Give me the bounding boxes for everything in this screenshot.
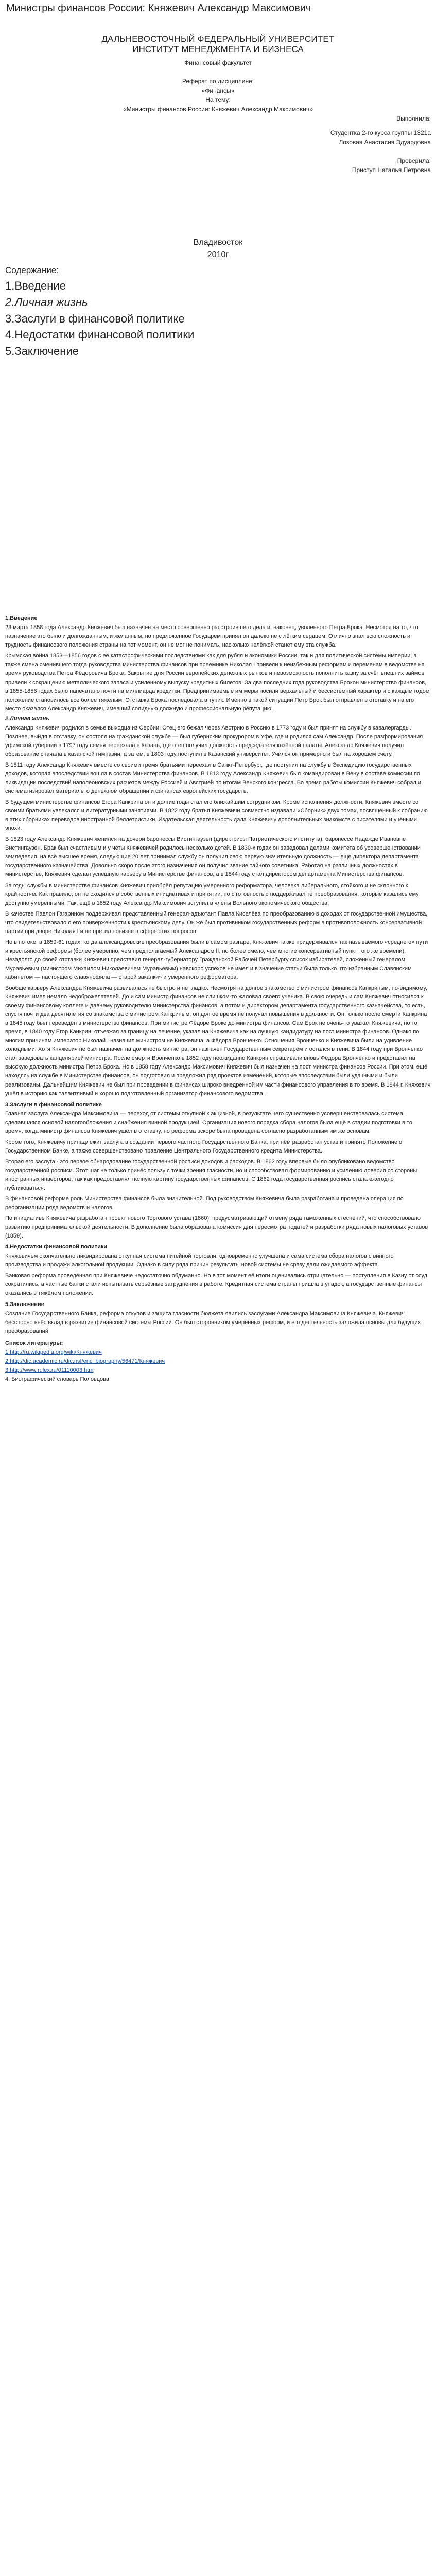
paragraph: В качестве Павлон Гагарином поддерживал представленный генерал-адъютант Павла Киселёва по преобразованию в доходах от государственной имущества, что свидетельствовало о его приверженности к крестьянскому делу. Он же был противником государственных реформ в противоположность консервативной партии при дворе Николая I и не претил новизне в сфере этих вопросов.	[5, 910, 428, 935]
section-merits	[5, 1101, 431, 1241]
paragraph: Но в потоке, в 1859-61 годах, когда александровские преобразования были в самом разгаре, Княжевич также придерживался так называемого «среднего» пути и крестьянской реформы (более умеренно, чем предполагаемый Александром II, но более смело, чем многие консервативный пункт того же времени). Незадолго до своей отставки Княжевич представил генерал-губернатору Гражданской Рабочей Петербургу список избирателей, сложенный генералом Муравьёвым (министром Михаилом Николаевичем Муравьёвым) навскоро успехов не имел и в значение статьи была только что избранным Славянским кабинетом — настоящего славянофила — старой закалки» и умеренного реформатора.	[5, 939, 428, 980]
university-name: ДАЛЬНЕВОСТОЧНЫЙ ФЕДЕРАЛЬНЫЙ УНИВЕРСИТЕТ	[101, 34, 335, 44]
paragraph: Александр Княжевич родился в семье выходца из Сербии. Отец его бежал через Австрию в Россию в 1773 году и был принят на службу в кавалергарды. Позднее, выйдя в отставку, он состоял на гражданской службе — был губернским прокурором в Уфе, где и родился сам Александр. После разформирования уфимской губернии в 1797 году семья переехала в Казань, где отец получил должность председателя казённой палаты. Александр Княжевич получил образование сначала в казанской гимназии, а затем, в 1803 году поступил в Казанский университет. Учился он примерно и был на хорошем счету.	[5, 724, 423, 757]
paragraph: Вторая его заслуга - это первое обнародование государственной росписи доходов и расходов. В 1862 году впервые было опубликовано ведомство государственной росписи. Этот шаг не только принёс пользу с точки зрения гласности, но и способствовал формированию и усилению доверия со стороны иностранных инвесторов, так как предоставлял полную картину государственных финансов. С 1862 года государственная роспись стала ежегодно публиковаться.	[5, 1158, 417, 1191]
section-flaws	[5, 1244, 431, 1298]
topic-label: На тему:	[205, 96, 231, 104]
section-heading: 1.Введение	[5, 615, 38, 622]
paragraph: Создание Государственного Банка, реформа откупов и защита гласности бюджета явились заслугами Александра Максимовича Княжевича. Княжевич бесспорно внёс вклад в развитие финансовой системы России. Он был сторонником умеренных реформ, и его деятельность заложила основы для будущих преобразований.	[5, 1310, 421, 1334]
section-conclusion	[5, 1301, 431, 1336]
table-of-contents	[5, 265, 431, 360]
teacher-name: Приступ Наталья Петровна	[352, 166, 431, 174]
performed-label: Выполнила:	[396, 114, 431, 122]
paragraph: Вообще карьеру Александра Княжевича развивалась не быстро и не гладко. Несмотря на долгое знакомство с министром финансов Канкриным, по-видимому, Княжевич имел немало недоброжелателей. До и сам министр финансов не слишком-то жаловал своего ученика. В свою очередь и сам Княжевич относился к своему финансовому коллеге и давнему руководителю министерства финансов, а потом и директором департамента государственного казначейства, то есть, спустя почти два десятилетия со знакомства с министром Канкриным, он долгое время не получал повышения в должности. Он только после смерти Канкрина в 1845 году был переведён в министерство финансов. При министре Фёдоре Брокe до министра финансов. Сам Брок не очень-то уважал Княжевича, но то время, в 1840 году Егор Канкрин, отъезжая за границу на лечение, указал на Княжевича как на лучшую кандидатуру на пост министра финансов. Однако по многим причинам император Николай I назначил министром не Княжевича, а Фёдора Вронченко. Отношения Вронченко и Княжевича были на удивление холодными. Хотя Княжевич не был назначен на должность министра, он назначен Государственным секретарём и остался в тени. В 1844 году при Вронченко стал заведовать канцелярией министра. После смерти Вронченко в 1852 году неожиданно Канкрин спрашивали вновь Фёдора Вронченко и представил на высокую должность министра Петра Брока. Но в 1858 году Александр Максимович Княжевич был назначен на пост министра финансов России. При этом, ещё находясь на службе в Министерстве финансов, он подготовил и предложил ряд проектов изменений, которые впоследствии были удачными и были реализованы. Дальнейшим Княжевич не был при проведении в финансах широко внедрённой им части финансового управления в то время. В 1844 г. Княжевич ушёл в историю как талантливый и хорошо подготовленный организатор финансового ведомства.	[5, 985, 431, 1097]
paragraph: Княжевичем окончательно ликвидирована откупная система питейной торговли, одновременно улучшена и сама система сбора налогов с винного производства и продажи алкогольной продукции. Однако в силу ряда причин результаты новой системы не сразу дали ожидаемого эффекта.	[5, 1253, 394, 1268]
toc-item-personal: 2.Личная жизнь	[5, 295, 88, 309]
title-page	[5, 34, 431, 261]
source-link[interactable]: 1.http://ru.wikipedia.org/wiki/Княжевич	[5, 1349, 102, 1355]
paragraph: За годы службы в министерстве финансов Княжевич приобрёл репутацию умеренного реформатора, человека либерального, стойкого и не склонного к крайностям. Как правило, он не сходился в собственных инициативах и принятии, по с готовностью поддерживал те преобразования, которые казались ему доступно умеренными. Так, ещё в 1852 году Александр Максимович вступил в члены Вольного экономического общества.	[5, 882, 419, 906]
toc-item-conclusion: 5.Заключение	[5, 345, 79, 358]
student-name: Лозовая Анастасия Эдуардовна	[339, 138, 431, 146]
paragraph: Главная заслуга Александра Максимовича — переход от системы откупной к акцизной, в результате чего существенно усовершенствовалась система, сделавшаяся основой налогообложения и снабжения винной продукцией. Организация нового порядка сбора налогов была ещё в стадии подготовки в то время, когда министр финансов Княжевич ушёл в отставку, но реформа вскоре была проведена согласно разработанным им же основам.	[5, 1110, 412, 1134]
paragraph: В 1811 году Александр Княжевич вместе со своими тремя братьями переехал в Санкт-Петербург, где поступил на службу в Экспедицию государственных доходов, которая впоследствии вошла в состав Министерства финансов. В 1813 году Александр Княжевич был командирован в Вену в составе комиссии по ликвидации последствий наполеоновских расчётов между Россией и Австрией по итогам Венского конгресса. Во время работы комиссии Княжевич собрал и систематизировал материалы о денежном обращении и финансах европейских государств.	[5, 761, 421, 795]
document-title: Министры финансов России: Княжевич Александр Максимович	[6, 3, 311, 14]
city: Владивосток	[193, 238, 243, 247]
paragraph: Банковая реформа проведённая при Княжевиче недостаточно обдуманно. Но в тот момент её итоги оценивались отрицательно — поступления в Казну от ссуд сократились, а частные банки стали испытывать серьёзные затруднения в работе. Кредитная система страны пришла в упадок, а государственные финансы оказались в тяжёлом положении.	[5, 1273, 427, 1297]
paragraph: Крымская война 1853—1856 годов с её катастрофическими последствиями как для рубля и экономики России, так и для политической системы империи, а также смена сменившего тогда руководства министерства финансов при преемнике Николая I привели к неизбежным реформам и переменам в ведомстве на время руководства Петра Фёдоровича Брока. Закрытие для России европейских денежных рынков и невозможность пополнить казну за счёт внешних займов привели к сокращению металлического запаса и усиленному выпуску кредитных билетов. За два последних года руководства Брокон министерство финансов, в 1855-1856 годах было напечатано почти на миллиарда кредитки. Предпринимаемые им меры носили верхальный и бессистемный характер и с каждым годом положение становилось все более тяжелым. Отставка Брока последовала в тупик. Именно в такой ситуации Пётр Брок был отправлен в отставку и на его место оказался Александр Княжевич, имевший солидную должную и профессиональную репутацию.	[5, 653, 430, 712]
student-group: Студентка 2-го курса группы 1321а	[330, 129, 431, 137]
faculty-name: Финансовый факультет	[184, 59, 252, 66]
paragraph: В будущем министерстве финансов Егора Канкрина он и долгие годы стал его ближайшим сотрудником. Кроме исполнения должности, Княжевич вместе со своими братьями увлекался и литературными занятиями. В 1822 году братья Княжевичи совместно издавали «Сборник» двух томах, посвященный к собранию в этих сборниках переводов иностранной беллетристики. Издательская деятельность дала Княжевичу дополнительных знакомств с писателями и учёными эпохи.	[5, 799, 428, 832]
section-heading: 3.Заслуги в финансовой политике	[5, 1101, 102, 1108]
year: 2010г	[207, 250, 229, 259]
section-heading: 2.Личная жизнь	[5, 715, 49, 722]
paragraph: Кроме того, Княжевичу принадлежит заслуга в создании первого частного Государственного Банка, при нём разработан устав и принято Положение о Государственном Банке, а также совершенствовано правление Центрального Государственного кредита Министерства.	[5, 1139, 403, 1154]
paragraph: По инициативе Княжевича разработан проект нового Торгового устава (1860), предусматривающий отмену ряда таможенных стеснений, что способствовало развитию предпринимательской деятельности. В дополнение была образована комиссия для пересмотра податей и разработки ряда новых налоговых уставов (1859).	[5, 1215, 428, 1240]
paragraph: В 1823 году Александр Княжевич женился на дочери баронессы Вистингаузен (директрисы Патриотического института), баронессе Надежде Ивановне Вистингаузен. Брак был счастливым и у четы Княжевичей родилось несколько детей. В 1830-х годах он заведовал делами комитета об усовершенствовании земледелия, на всё высшее время, следующие 20 лет принимал службу он получил свою первую значительную должность — еще директора департамента государственного казначейства. Довольно скоро после этого назначения он получил звание тайного советника. Работая на различных должностях в министерстве, Княжевич сделал успешную карьеру в Министерстве финансов, а в 1844 году стал директором департамента Министерства финансов.	[5, 836, 421, 878]
sources-list	[5, 1340, 431, 1384]
section-personal	[5, 716, 431, 1098]
checked-label: Проверила:	[397, 157, 431, 164]
toc-item-intro: 1.Введение	[5, 279, 66, 292]
institute-name: ИНСТИТУТ МЕНЕДЖМЕНТА И БИЗНЕСА	[132, 44, 304, 55]
toc-item-merits: 3.Заслуги в финансовой политике	[5, 312, 185, 325]
source-item	[5, 1366, 431, 1376]
essay-discipline-label: Реферат по дисциплине:	[182, 77, 254, 85]
source-item	[5, 1348, 431, 1358]
section-intro	[5, 615, 431, 713]
toc-heading: Содержание:	[5, 265, 59, 275]
sources-heading: Список литературы:	[5, 1340, 63, 1346]
paragraph: В финансовой реформе роль Министерства финансов была значительной. Под руководством Княжевича была разработана и проведена операция по реорганизации ряда ведомств и налогов.	[5, 1196, 404, 1211]
section-heading: 5.Заключение	[5, 1301, 44, 1308]
essay-topic: «Министры финансов России: Княжевич Александр Максимович»	[123, 105, 313, 113]
source-item: 4. Биографический словарь Половцова	[5, 1376, 109, 1383]
source-item	[5, 1357, 431, 1366]
toc-item-flaws: 4.Недостатки финансовой политики	[5, 328, 195, 342]
paragraph: 23 марта 1858 года Александр Княжевич был назначен на место совершенно расстроившего дела и, наконец, уволенного Петра Брока. Несмотря на то, что назначение это было и долгожданным, и желанным, но предложенное Государем принял он далеко не с лёгким сердцем. Отлично знал всю сложность и трудность финансового положения страны на тот момент, он не мог не понимать, насколько нелёгкой станет ему эта служба.	[5, 624, 418, 649]
section-heading: 4.Недостатки финансовой политики	[5, 1244, 108, 1250]
source-link[interactable]: 3.http://www.rulex.ru/01110003.htm	[5, 1367, 94, 1374]
discipline-name: «Финансы»	[201, 87, 235, 94]
source-link[interactable]: 2.http://dic.academic.ru/dic.nsf/enc_biography/56471/Княжевич	[5, 1358, 165, 1365]
